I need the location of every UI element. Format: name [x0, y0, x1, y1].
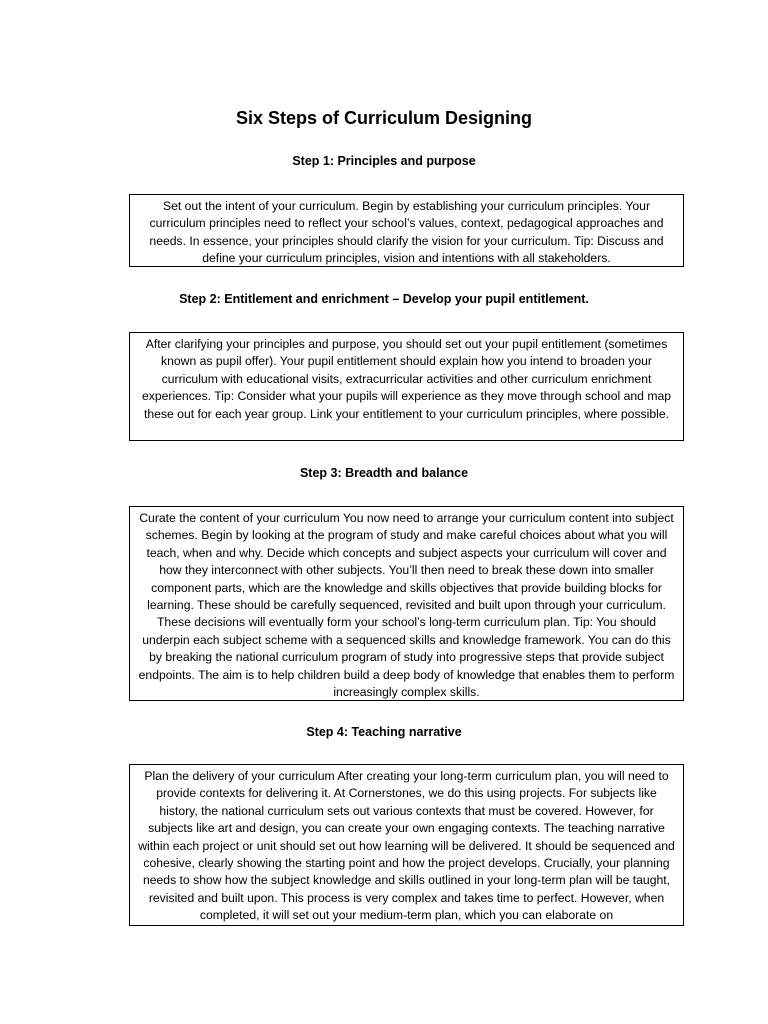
step-4-box	[129, 764, 684, 926]
step-3-text: Curate the content of your curriculum You now need to arrange your curriculum content into subject schemes. Begin by looking at the program of study and make careful choices about what you will teach, when and why. Decide which concepts and subject aspects your curriculum will cover and how they interconnect with other subjects. You’ll then need to break these down into smaller component parts, which are the knowledge and skills objectives that provide building blocks for learning. These should be carefully sequenced, revisited and built upon through your curriculum. These decisions will eventually form your school’s long-term curriculum plan. Tip: You should underpin each subject scheme with a sequenced skills and knowledge framework. You can do this by breaking the national curriculum program of study into progressive steps that provide subject endpoints. The aim is to help children build a deep body of knowledge that enables them to perform increasingly complex skills.	[138, 511, 675, 700]
page-title: Six Steps of Curriculum Designing	[235, 108, 533, 128]
step-4-text: Plan the delivery of your curriculum After creating your long-term curriculum plan, you will need to provide contexts for delivering it. At Cornerstones, we do this using projects. For subjects like history, the national curriculum sets out various contexts that must be covered. However, for subjects like art and design, you can create your own engaging contexts. The teaching narrative within each project or unit should set out how learning will be delivered. It should be sequenced and cohesive, clearly showing the starting point and how the project develops. Crucially, your planning needs to show how the subject knowledge and skills outlined in your long-term plan will be taught, revisited and built upon. This process is very complex and takes time to perfect. However, when completed, it will set out your medium-term plan, which you can elaborate on	[138, 769, 675, 923]
step-2-heading: Step 2: Entitlement and enrichment – Develop your pupil entitlement.	[179, 292, 589, 306]
step-2-text: After clarifying your principles and purpose, you should set out your pupil entitlement (sometimes known as pupil offer). Your pupil entitlement should explain how you intend to broaden your curriculum with educational visits, extracurricular activities and other curriculum enrichment experiences. Tip: Consider what your pupils will experience as they move through school and map these out for each year group. Link your entitlement to your curriculum principles, where possible.	[141, 337, 672, 421]
step-1-box	[129, 194, 684, 267]
step-3-box	[129, 506, 684, 701]
step-2-box	[129, 332, 684, 441]
step-3-heading: Step 3: Breadth and balance	[299, 466, 469, 480]
step-1-heading: Step 1: Principles and purpose	[292, 154, 476, 168]
step-1-text: Set out the intent of your curriculum. Begin by establishing your curriculum principles. Your curriculum principles need to reflect your school’s values, context, pedagogical approaches and needs. In essence, your principles should clarify the vision for your curriculum. Tip: Discuss and define your curriculum principles, vision and intentions with all stakeholders.	[149, 199, 664, 266]
step-4-heading: Step 4: Teaching narrative	[306, 725, 462, 739]
